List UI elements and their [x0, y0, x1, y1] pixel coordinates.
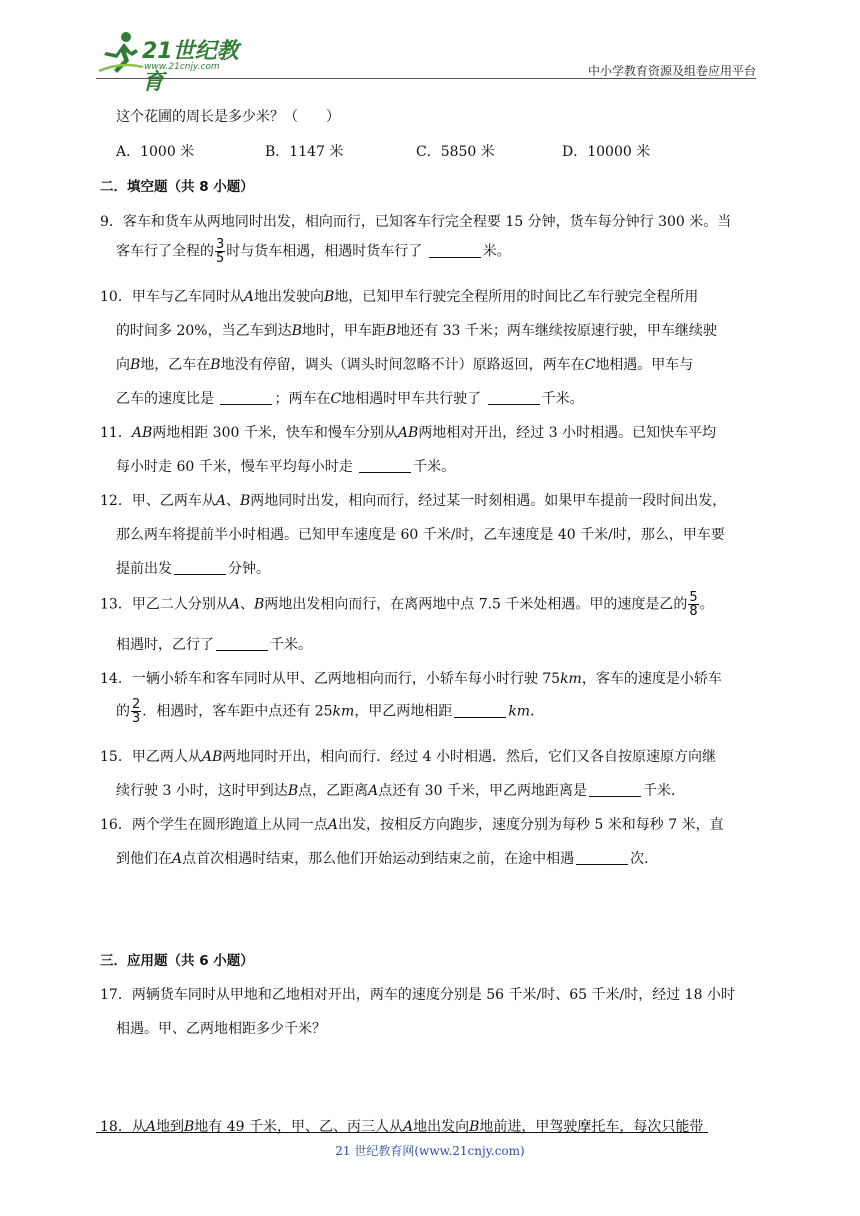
q10-line4: 乙车的速度比是 ；两车在C地相遇时甲车共行驶了 千米。 [116, 391, 584, 407]
q10-line2: 的时间多 20%，当乙车到达B地时，甲车距B地还有 33 千米；两车继续按原速行驶，甲车继续驶 [116, 323, 717, 339]
q12-answer-blank[interactable] [174, 560, 226, 575]
q9-line2: 客车行了全程的 $\frac{3}{5}$ 时与货车相遇，相遇时货车行了 米。 [116, 237, 511, 266]
q14-fraction: $\frac{2}{3}$ [132, 697, 141, 726]
q8-options [116, 141, 756, 161]
q14-line2: 的 $\frac{2}{3}$ ．相遇时，客车距中点还有 25km，甲乙两地相距 km． [116, 697, 545, 726]
q11-line2: 每小时走 60 千米，慢车平均每小时走 千米。 [116, 459, 456, 475]
q18-line1: 18．从A地到B地有 49 千米，甲、乙、丙三人从A地出发向B地前进，甲驾驶摩托车，每次只能带 [100, 1119, 704, 1135]
q8-option-d[interactable]: D．10000 米 [562, 144, 651, 160]
q9-fraction: $\frac{3}{5}$ [216, 237, 225, 266]
q16-answer-blank[interactable] [576, 850, 628, 865]
q15-line2: 续行驶 3 小时，这时甲到达B点，乙距离A点还有 30 千米，甲乙两地距离是 千米． [116, 783, 685, 799]
q16-line2: 到他们在A点首次相遇时结束，那么他们开始运动到结束之前，在途中相遇 次． [116, 851, 659, 867]
page-header [96, 28, 756, 95]
q13-line2: 相遇时，乙行了 千米。 [116, 637, 312, 653]
q17-line2: 相遇。甲、乙两地相距多少千米？ [116, 1021, 326, 1037]
q10-line3: 向B地，乙车在B地没有停留，调头（调头时间忽略不计）原路返回，两车在C地相遇。甲车与 [116, 357, 694, 373]
q10-answer-blank-1[interactable] [220, 390, 272, 405]
q10-answer-blank-2[interactable] [488, 390, 540, 405]
header-divider [96, 78, 756, 79]
q13-answer-blank[interactable] [216, 636, 268, 651]
q15-line1: 15．甲乙两人从AB两地同时开出，相向而行．经过 4 小时相遇．然后，它们又各自按原速原方向继 [100, 749, 717, 765]
logo-url: www.21cnjy.com [144, 62, 220, 72]
q14-answer-blank[interactable] [454, 703, 506, 718]
q12-line2: 那么两车将提前半小时相遇。已知甲车速度是 60 千米/时，乙车速度是 40 千米/时，那么，甲车要 [116, 527, 725, 543]
site-logo[interactable] [96, 30, 256, 95]
page-footer[interactable]: 21 世纪教育网(www.21cnjy.com) [335, 1144, 525, 1158]
section-fill-blank-title: 二．填空题（共 8 小题） [100, 179, 254, 195]
q12-line3: 提前出发 分钟。 [116, 561, 270, 577]
q17-line1: 17．两辆货车同时从甲地和乙地相对开出，两车的速度分别是 56 千米/时、65 千米/时，经过 18 小时 [100, 987, 735, 1003]
q8-option-a[interactable]: A．1000 米 [116, 144, 195, 160]
q12-line1: 12．甲、乙两车从A、B两地同时出发，相向而行，经过某一时刻相遇。如果甲车提前一段时间出发， [100, 493, 727, 509]
q13-line1: 13．甲乙二人分别从A、B两地出发相向而行，在离两地中点 7.5 千米处相遇。甲的速度是乙的 $\frac{5}{8}$ 。 [100, 590, 714, 619]
footer-divider [96, 1132, 708, 1133]
q9-line1: 9．客车和货车从两地同时出发，相向而行，已知客车行完全程要 15 分钟，货车每分钟行 300 米。当 [100, 214, 732, 230]
q9-answer-blank[interactable] [429, 243, 481, 258]
q8-option-c[interactable]: C．5850 米 [416, 144, 495, 160]
platform-tagline: 中小学教育资源及组卷应用平台 [587, 64, 756, 78]
logo-text: 21世纪教育 [142, 39, 239, 95]
q13-fraction: $\frac{5}{8}$ [689, 590, 698, 619]
q16-line1: 16．两个学生在圆形跑道上从同一点A出发，按相反方向跑步，速度分别为每秒 5 米和每秒 7 米，直 [100, 817, 724, 833]
q15-answer-blank[interactable] [589, 782, 641, 797]
q8-stem: 这个花圃的周长是多少米？（ ） [116, 109, 340, 125]
q14-line1: 14．一辆小轿车和客车同时从甲、乙两地相向而行，小轿车每小时行驶 75km，客车的速度是小轿车 [100, 671, 722, 687]
q10-line1: 10．甲车与乙车同时从A地出发驶向B地，已知甲车行驶完全程所用的时间比乙车行驶完全程所用 [100, 289, 699, 305]
q11-answer-blank[interactable] [359, 458, 411, 473]
q8-option-b[interactable]: B．1147 米 [265, 144, 344, 160]
runner-logo-icon [96, 30, 146, 76]
q11-line1: 11．AB两地相距 300 千米，快车和慢车分别从AB两地相对开出，经过 3 小时相遇。已知快车平均 [100, 425, 717, 441]
section-application-title: 三．应用题（共 6 小题） [100, 953, 254, 969]
